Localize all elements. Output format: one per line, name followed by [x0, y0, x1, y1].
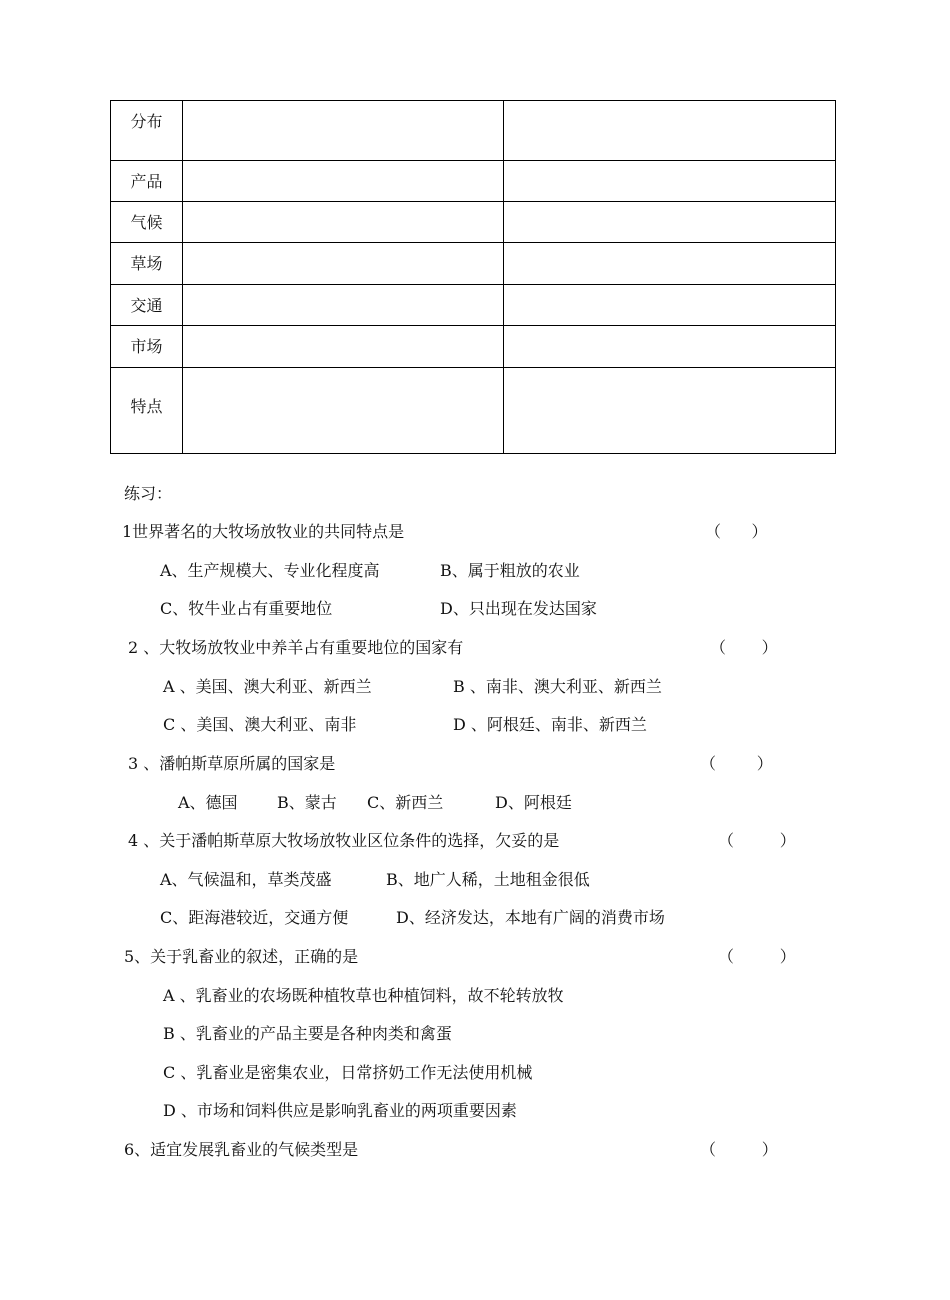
- comparison-table: [110, 100, 836, 454]
- table-row: [111, 285, 836, 326]
- option: C 、乳畜业是密集农业，日常挤奶工作无法使用机械: [163, 1063, 533, 1082]
- answer-bracket: （ ）: [718, 831, 796, 850]
- option: A 、美国、澳大利亚、新西兰: [163, 677, 372, 696]
- table-cell: [504, 202, 836, 243]
- option: A、生产规模大、专业化程度高: [160, 561, 380, 580]
- option: B 、乳畜业的产品主要是各种肉类和禽蛋: [163, 1024, 452, 1043]
- table-cell: [504, 243, 836, 285]
- answer-bracket: （ ）: [700, 1140, 778, 1159]
- table-cell: [183, 243, 504, 285]
- table-cell: [183, 101, 504, 161]
- question-stem: 3 、潘帕斯草原所属的国家是: [128, 754, 336, 773]
- table-cell: [504, 161, 836, 202]
- row-label: 草场: [111, 243, 183, 285]
- row-label: 分布: [111, 101, 183, 161]
- table-cell: [504, 368, 836, 454]
- row-label: 特点: [111, 368, 183, 454]
- option: A、气候温和，草类茂盛: [160, 870, 332, 889]
- option: B、地广人稀，土地租金很低: [386, 870, 590, 889]
- table-row: [111, 161, 836, 202]
- option: D、经济发达，本地有广阔的消费市场: [396, 908, 665, 927]
- exercise-heading: 练习：: [124, 484, 173, 503]
- question-stem: 1世界著名的大牧场放牧业的共同特点是: [122, 522, 405, 541]
- table-cell: [183, 326, 504, 368]
- row-label: 气候: [111, 202, 183, 243]
- option: D 、市场和饲料供应是影响乳畜业的两项重要因素: [163, 1101, 517, 1120]
- row-label: 市场: [111, 326, 183, 368]
- table-cell: [504, 101, 836, 161]
- table-row: [111, 326, 836, 368]
- table-row: [111, 101, 836, 161]
- option: D、阿根廷: [495, 793, 572, 812]
- table-row: [111, 243, 836, 285]
- question-stem: 5、关于乳畜业的叙述，正确的是: [124, 947, 359, 966]
- question-stem: 4 、关于潘帕斯草原大牧场放牧业区位条件的选择，欠妥的是: [128, 831, 560, 850]
- answer-bracket: （ ）: [710, 638, 778, 657]
- row-label: 产品: [111, 161, 183, 202]
- table-row: [111, 202, 836, 243]
- option: D 、阿根廷、南非、新西兰: [453, 715, 647, 734]
- option: A 、乳畜业的农场既种植牧草也种植饲料，故不轮转放牧: [163, 986, 564, 1005]
- option: C、距海港较近，交通方便: [160, 908, 349, 927]
- table-cell: [183, 285, 504, 326]
- row-label: 交通: [111, 285, 183, 326]
- question-stem: 6、适宜发展乳畜业的气候类型是: [124, 1140, 359, 1159]
- option: A、德国: [178, 793, 238, 812]
- answer-bracket: （ ）: [718, 947, 796, 966]
- table-row: [111, 368, 836, 454]
- table-cell: [183, 161, 504, 202]
- table-cell: [183, 368, 504, 454]
- option: B、蒙古: [277, 793, 337, 812]
- option: B 、南非、澳大利亚、新西兰: [453, 677, 662, 696]
- table-cell: [504, 326, 836, 368]
- answer-bracket: （ ）: [700, 754, 773, 773]
- option: D、只出现在发达国家: [440, 599, 597, 618]
- option: C 、美国、澳大利亚、南非: [163, 715, 357, 734]
- option: C、新西兰: [367, 793, 444, 812]
- table-cell: [183, 202, 504, 243]
- table-cell: [504, 285, 836, 326]
- answer-bracket: （ ）: [705, 522, 768, 541]
- question-stem: 2 、大牧场放牧业中养羊占有重要地位的国家有: [128, 638, 464, 657]
- option: B、属于粗放的农业: [440, 561, 580, 580]
- option: C、牧牛业占有重要地位: [160, 599, 333, 618]
